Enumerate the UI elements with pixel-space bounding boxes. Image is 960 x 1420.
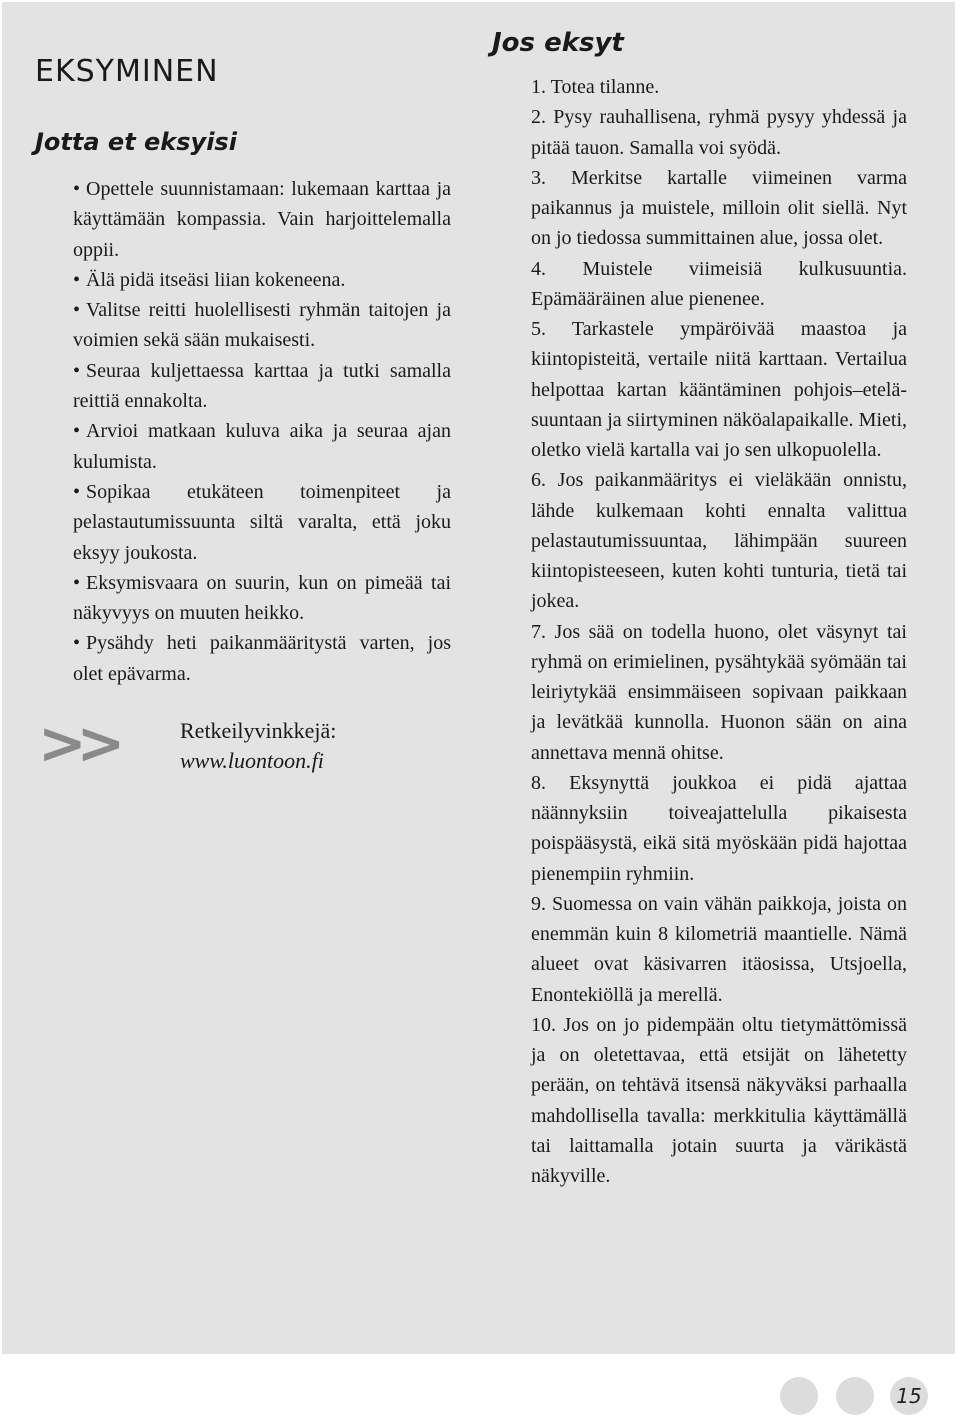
bullet-icon: • [73, 359, 81, 382]
page-number: 15 [890, 1377, 928, 1415]
step-item: 3. Merkitse kartalle viimeinen varma paikannus ja muistele, milloin olit siellä. Nyt on jo tiedossa summittainen alue, jossa olet. [531, 166, 907, 250]
list-item: • Arvioi matkaan kuluva aika ja seuraa ajan kulumista. [73, 420, 451, 473]
step-item: 8. Eksynyttä joukkoa ei pidä ajattaa näännyksiin toiveajattelulla pikaisesta poispääsystä, eikä sitä myöskään pidä hajottaa pienempiin ryhmiin. [531, 771, 907, 885]
list-item: • Valitse reitti huolellisesti ryhmän taitojen ja voimien sekä sään mukaisesti. [73, 299, 451, 352]
list-item: • Opettele suunnistamaan: lukemaan karttaa ja käyttämään kompassia. Vain harjoittelemalla oppii. [73, 178, 451, 261]
bullet-icon: • [73, 178, 81, 200]
decorative-circle [780, 1377, 818, 1415]
bullet-icon: • [73, 299, 81, 322]
step-item: 5. Tarkastele ympäröivää maastoa ja kiintopisteitä, vertaile niitä karttaan. Vertailua helpottaa kartan kääntäminen pohjois–etelä-suuntaan ja siirtyminen näköalapaikalle. Mieti, oletko vielä kartalla vai jo sen ulkopuolella. [531, 318, 907, 461]
double-chevron-icon: >> [38, 709, 116, 777]
section-heading-lost: Jos eksyt [492, 28, 624, 58]
step-item: 2. Pysy rauhallisena, ryhmä pysyy yhdessä ja pitää tauon. Samalla voi syödä. [531, 106, 907, 159]
bullet-icon: • [73, 632, 81, 655]
bullet-icon: • [73, 420, 81, 443]
bullet-icon: • [73, 268, 81, 291]
list-item: • Seuraa kuljettaessa karttaa ja tutki samalla reittiä ennakolta. [73, 359, 451, 413]
step-item: 4. Muistele viimeisiä kulkusuuntia. Epämääräinen alue pienenee. [531, 257, 907, 310]
list-item: • Sopikaa etukäteen toimenpiteet ja pelastautumissuunta siltä varalta, että joku eksyy joukosta. [73, 480, 451, 564]
left-column [35, 52, 455, 689]
tip-text [180, 716, 336, 776]
tip-link[interactable]: www.luontoon.fi [180, 748, 324, 773]
page-title: EKSYMINEN [35, 54, 219, 89]
prevention-list [73, 174, 451, 689]
tip-label: Retkeilyvinkkejä: [180, 718, 337, 743]
list-item: • Pysähdy heti paikanmääritystä varten, jos olet epävarma. [73, 632, 451, 685]
step-item: 10. Jos on jo pidempään oltu tietymättömissä ja on oletettavaa, että etsijät on lähetetty perään, on tehtävä itsensä näkyväksi parhaalla mahdollisella tavalla: merkkitulia käyttämällä tai laittamalla jotain suurta ja värikästä näkyville. [531, 1013, 907, 1187]
list-item: • Älä pidä itseäsi liian kokeneena. [73, 268, 346, 291]
section-heading-prevention: Jotta et eksyisi [35, 128, 237, 156]
bullet-icon: • [73, 480, 81, 503]
decorative-circle [836, 1377, 874, 1415]
step-item: 1. Totea tilanne. [531, 76, 660, 98]
step-item: 9. Suomessa on vain vähän paikkoja, joista on enemmän kuin 8 kilometriä maantielle. Nämä alueet ovat käsivarren itäosissa, Utsjoella, Enontekiöllä ja merellä. [531, 892, 907, 1006]
tip-box [38, 709, 368, 782]
step-item: 6. Jos paikanmääritys ei vieläkään onnistu, lähde kulkemaan kohti ennalta valittua pelastautumissuuntaa, lähimpään suureen kiintopisteeseen, kuten kohti tunturia, tietä tai jokea. [531, 469, 907, 613]
bullet-icon: • [73, 571, 81, 594]
page-footer [0, 1377, 960, 1417]
list-item: • Eksymisvaara on suurin, kun on pimeää tai näkyvyys on muuten heikko. [73, 571, 451, 625]
right-column [531, 72, 907, 1191]
step-item: 7. Jos sää on todella huono, olet väsynyt tai ryhmä on erimielinen, pysähtykää syömään tai leiriytykää ensimmäiseen sopivaan paikkaan ja levätkää kunnolla. Huonon sään on aina annettava mennä ohitse. [531, 620, 907, 764]
